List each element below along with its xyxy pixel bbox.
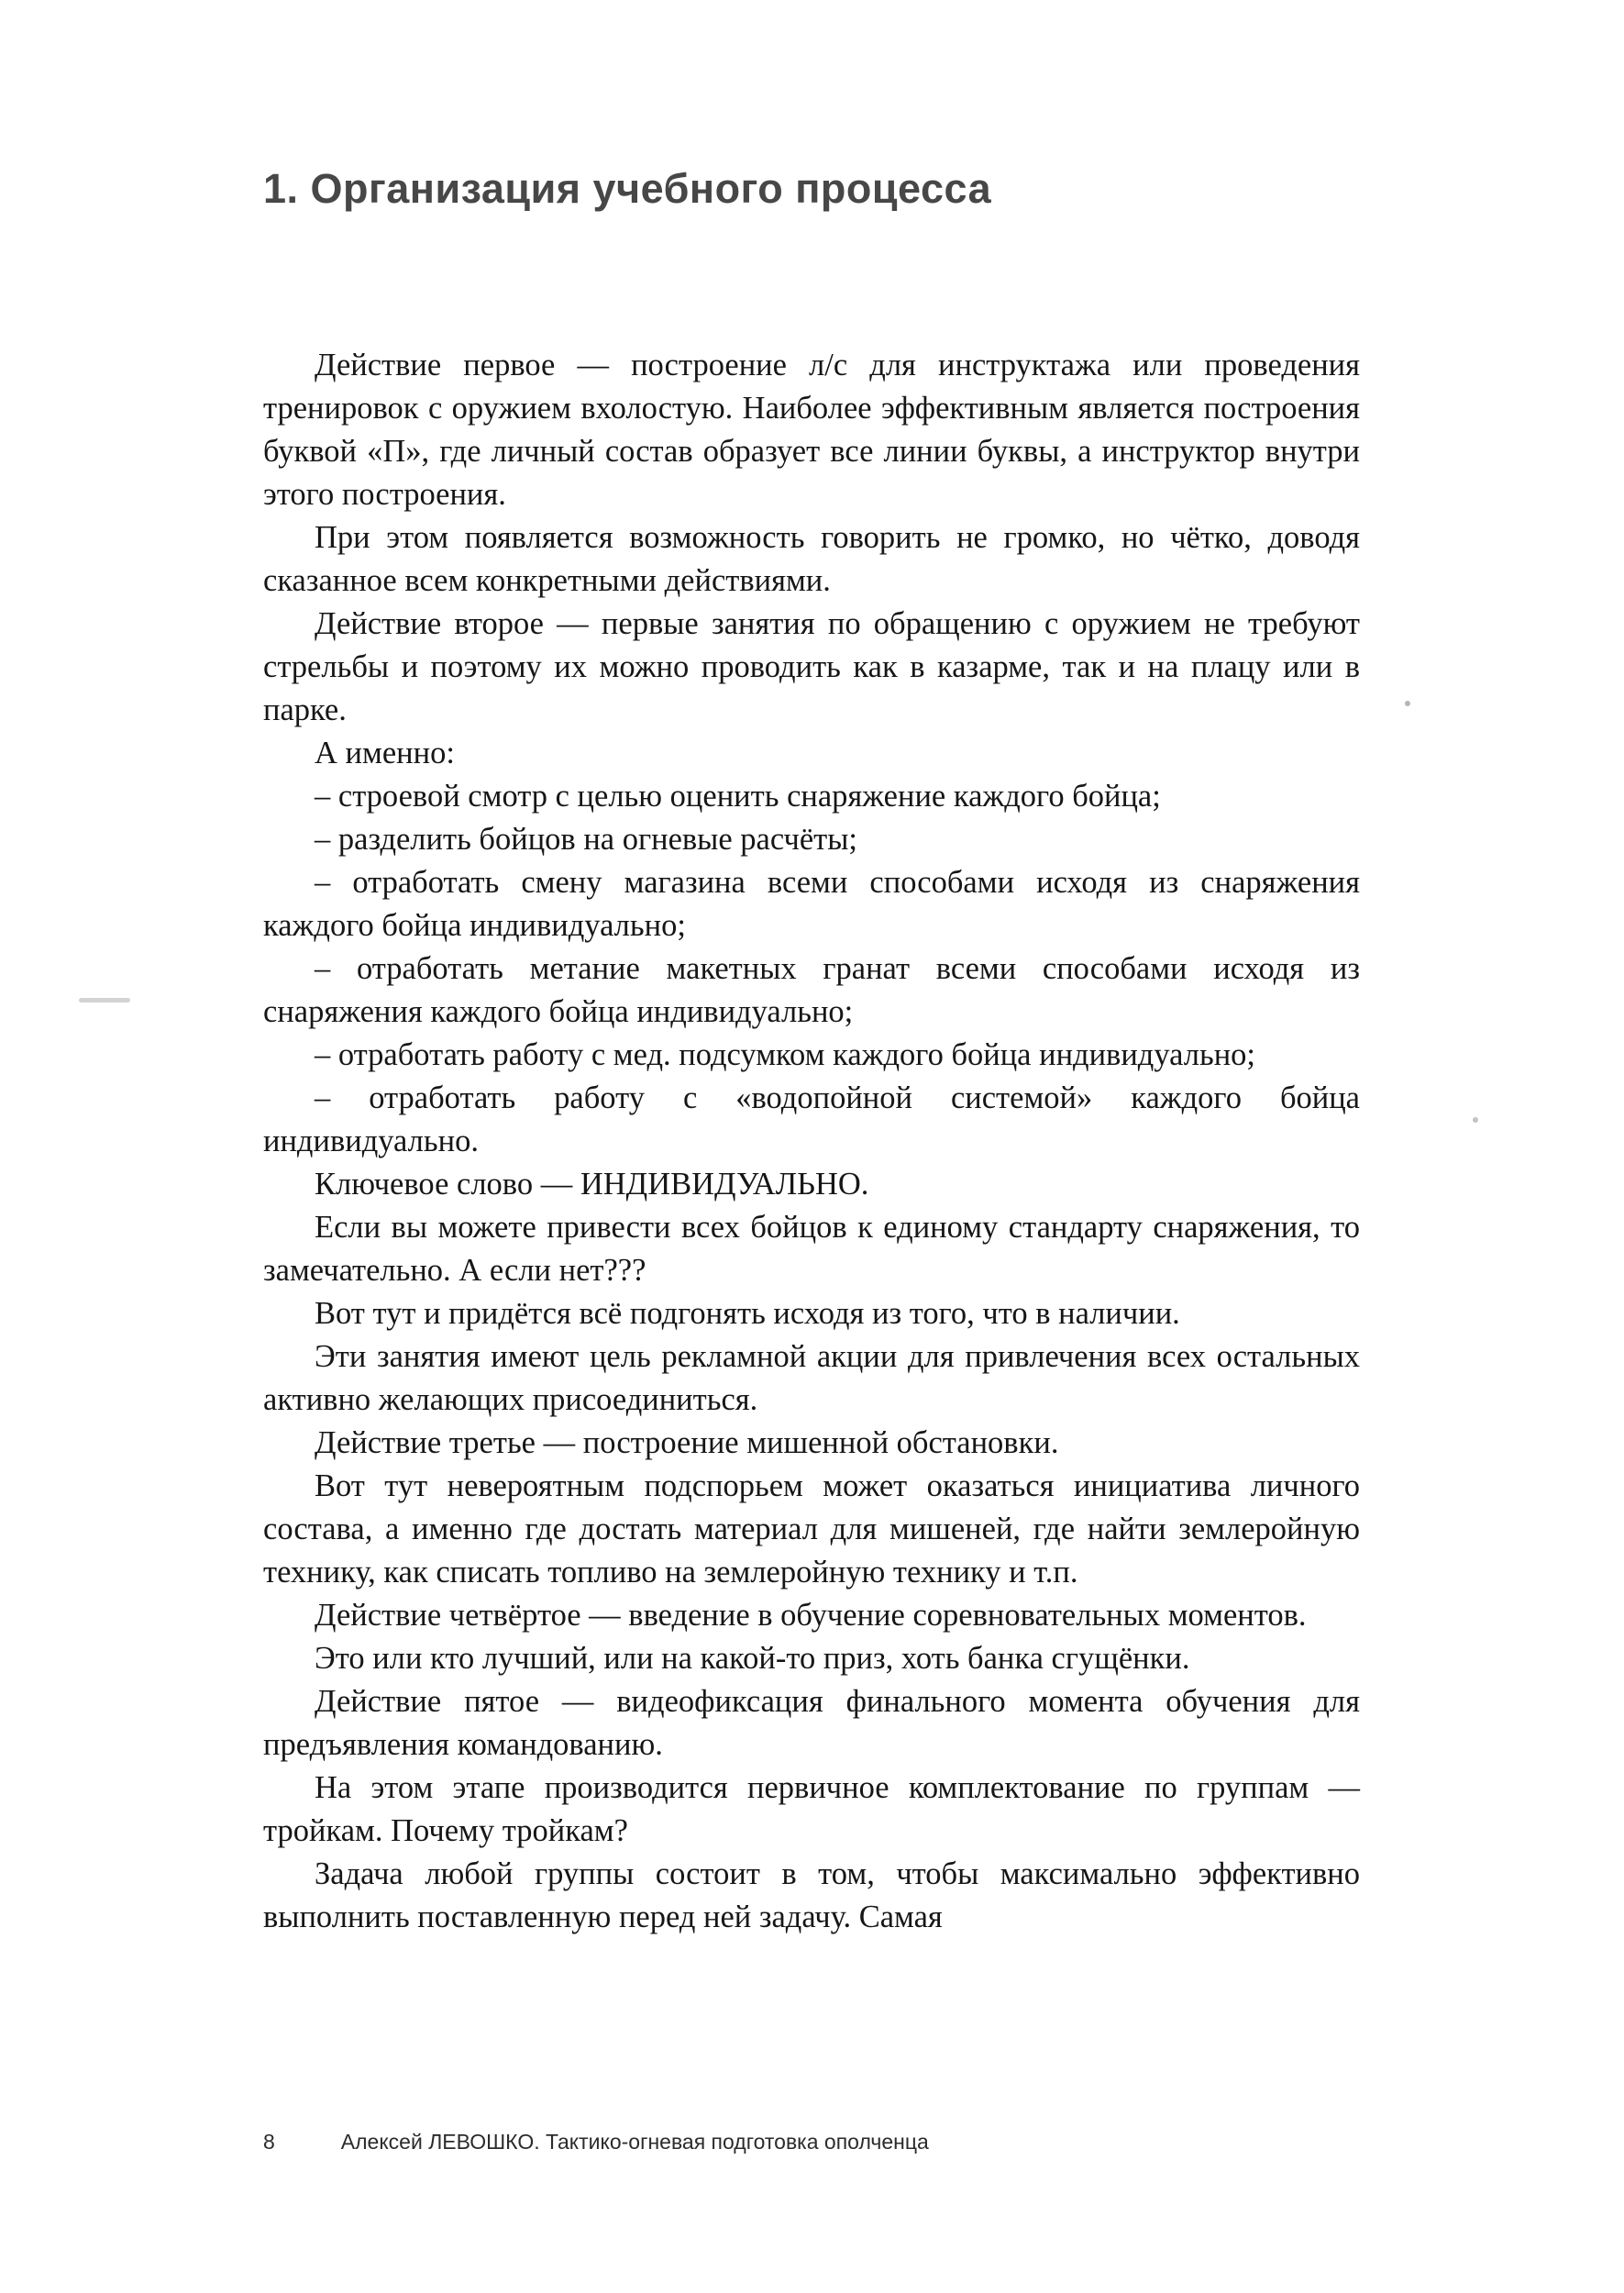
paragraph: Ключевое слово — ИНДИВИДУАЛЬНО.	[315, 1167, 869, 1202]
list-item-paragraph: – разделить бойцов на огневые расчёты;	[315, 822, 857, 858]
paragraph: Действие четвёртое — введение в обучение соревновательных моментов.	[315, 1598, 1307, 1634]
paragraph: Эти занятия имеют цель рекламной акции для привлечения всех остальных активно желающих присоединиться.	[263, 1339, 1360, 1418]
list-item-paragraph: – отработать смену магазина всеми способами исходя из снаряжения каждого бойца индивидуально;	[263, 865, 1360, 944]
paragraph: Действие третье — построение мишенной обстановки.	[315, 1425, 1059, 1461]
body-text	[263, 344, 1360, 1939]
list-item-paragraph: – строевой смотр с целью оценить снаряжение каждого бойца;	[315, 779, 1161, 814]
footer-book-title: Алексей ЛЕВОШКО. Тактико-огневая подготовка ополченца	[340, 2130, 929, 2154]
paragraph: Действие пятое — видеофиксация финального момента обучения для предъявления командованию.	[263, 1684, 1360, 1763]
scan-artifact-dot	[1473, 1117, 1478, 1123]
paragraph: Если вы можете привести всех бойцов к единому стандарту снаряжения, то замечательно. А если нет???	[263, 1210, 1360, 1289]
paragraph: Задача любой группы состоит в том, чтобы максимально эффективно выполнить поставленную перед ней задачу. Самая	[263, 1856, 1360, 1935]
page-content	[263, 167, 1360, 1939]
list-item-paragraph: – отработать метание макетных гранат всеми способами исходя из снаряжения каждого бойца индивидуально;	[263, 951, 1360, 1030]
paragraph: А именно:	[315, 736, 455, 771]
list-item-paragraph: – отработать работу с «водопойной системой» каждого бойца индивидуально.	[263, 1080, 1360, 1159]
paragraph: При этом появляется возможность говорить не громко, но чётко, доводя сказанное всем конкретными действиями.	[263, 520, 1360, 599]
paragraph: На этом этапе производится первичное комплектование по группам — тройкам. Почему тройкам?	[263, 1770, 1360, 1849]
scan-artifact-dot	[1405, 701, 1410, 706]
paragraph: Вот тут и придётся всё подгонять исходя из того, что в наличии.	[315, 1296, 1180, 1332]
list-item-paragraph: – отработать работу с мед. подсумком каждого бойца индивидуально;	[315, 1037, 1256, 1073]
page-footer	[263, 2130, 929, 2155]
footer-page-number: 8	[263, 2130, 275, 2154]
scan-artifact-dash	[79, 998, 130, 1002]
chapter-title: 1. Организация учебного процесса	[263, 165, 992, 212]
paragraph: Вот тут невероятным подспорьем может оказаться инициатива личного состава, а именно где достать материал для мишеней, где найти землеройную технику, как списать топливо на землеройную технику и т.п.	[263, 1468, 1360, 1590]
paragraph: Действие второе — первые занятия по обращению с оружием не требуют стрельбы и поэтому их можно проводить как в казарме, так и на плацу или в парке.	[263, 606, 1360, 728]
paragraph: Это или кто лучший, или на какой-то приз, хоть банка сгущёнки.	[315, 1641, 1190, 1677]
paragraph: Действие первое — построение л/с для инструктажа или проведения тренировок с оружием вхолостую. Наиболее эффективным является построения буквой «П», где личный состав образует все линии буквы, а инструктор внутри этого построения.	[263, 348, 1360, 513]
